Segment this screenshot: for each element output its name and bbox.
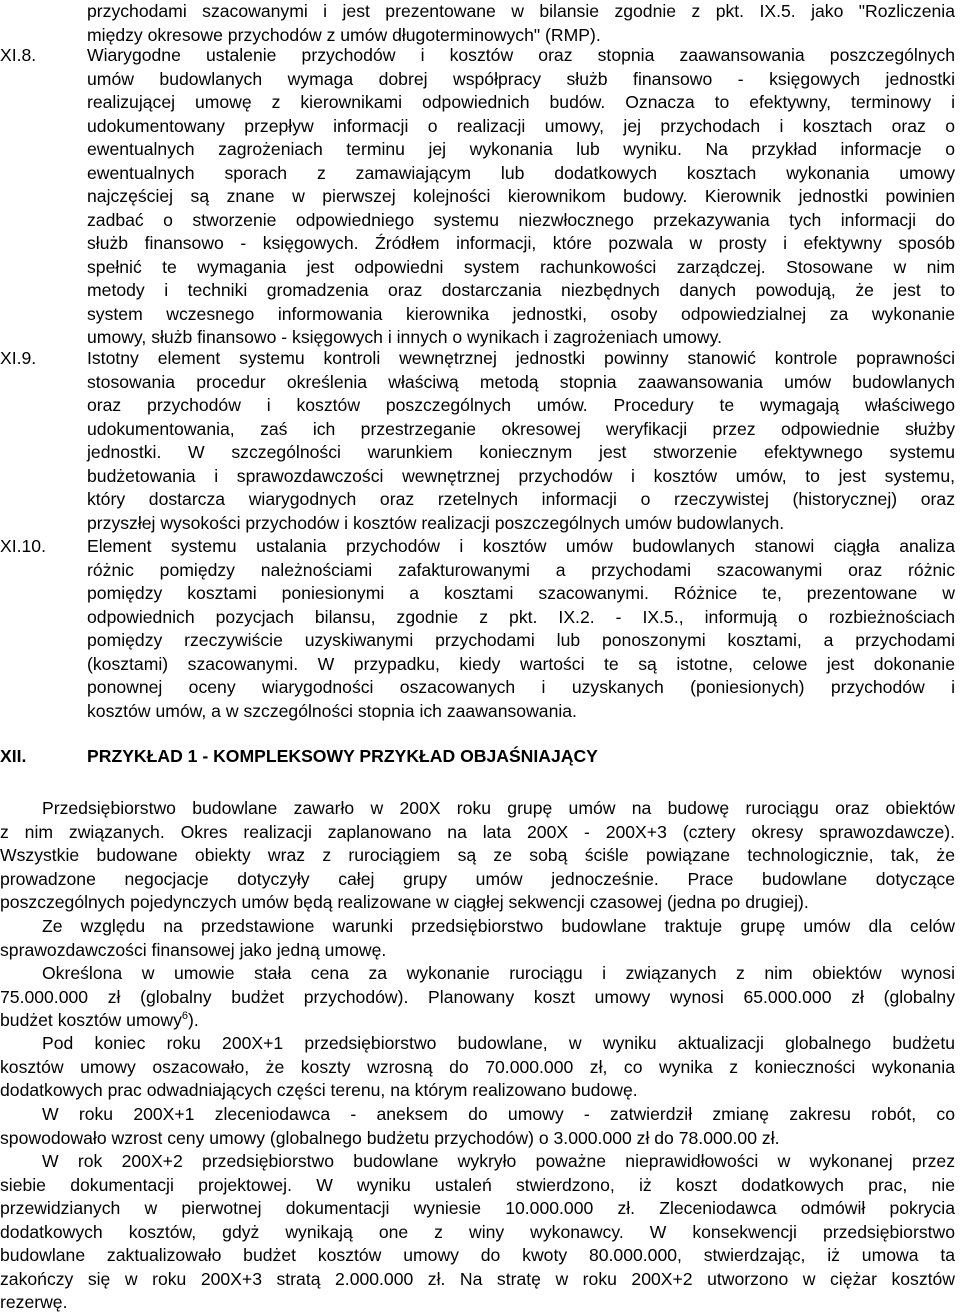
section-text-line: różnic pomiędzy należnościami zafakturowanymi a przychodami szacowanymi oraz różnic: [87, 559, 955, 580]
section-text-line: Element systemu ustalania przychodów i kosztów umów budowlanych stanowi ciągła analiza: [87, 536, 955, 556]
paragraph-line: rezerwę.: [0, 1292, 68, 1312]
paragraph-line: dodatkowych prac odwadniających części terenu, na którym realizowano budowę.: [0, 1080, 638, 1100]
paragraph-line: przewidzianych w pierwotnej dokumentacji wyniesie 10.000.000 zł. Zleceniodawca odmówił pokrycia: [0, 1198, 955, 1218]
section-text-line: Istotny element systemu kontroli wewnętrznej jednostki powinny stanowić kontrole poprawności: [87, 348, 955, 368]
paragraph-line: budowlane zaktualizowało budżet kosztów umowy do kwoty 80.000.000, stwierdzając, iż umowa ta: [0, 1245, 955, 1265]
paragraph-line: Określona w umowie stała cena za wykonanie rurociągu i związanych z nim obiektów wynosi: [42, 963, 955, 983]
paragraph-line: poszczególnych pojedynczych umów będą realizowane w ciągłej sekwencji czasowej (jedna po drugiej).: [0, 892, 809, 912]
section-text-line: odpowiednich pozycjach bilansu, zgodnie z pkt. IX.2. - IX.5., informują o rozbieżnościach: [87, 606, 955, 627]
section-text-line: jednostki. W szczególności warunkiem koniecznym jest stworzenie efektywnego systemu: [87, 442, 955, 462]
paragraph-line: Przedsiębiorstwo budowlane zawarło w 200X roku grupę umów na budowę rurociągu oraz obiektów: [42, 798, 955, 818]
paragraph-line: spowodowało wzrost ceny umowy (globalnego budżetu przychodów) o 3.000.000 zł do 78.000.00 zł.: [0, 1127, 780, 1148]
paragraph-line: zakończy się w roku 200X+3 stratą 2.000.000 zł. Na stratę w roku 200X+2 utworzono w ciężar kosztów: [0, 1268, 955, 1289]
section-text-line: stosowania procedur określenia właściwą metodą stopnia zaawansowania umów budowlanych: [87, 371, 955, 392]
section-text-line: ewentualnych zagrożeniach terminu jej wykonania lub wyniku. Na przykład informacje o: [87, 139, 955, 159]
section-text-line: (kosztami) szacowanymi. W przypadku, kiedy wartości te są istotne, celowe jest dokonanie: [87, 653, 955, 674]
section-text-line: spełnić te wymagania jest odpowiedni system rachunkowości zarządczej. Stosowane w nim: [87, 256, 955, 277]
paragraph-line: Ze względu na przedstawione warunki przedsiębiorstwo budowlane traktuje grupę umów dla celów: [42, 916, 955, 936]
section-text-line: przyszłej wysokości przychodów i kosztów realizacji poszczególnych umów budowlanych.: [87, 512, 785, 533]
section-text-line: umowy, służb finansowo - księgowych i innych o wynikach i zagrożeniach umowy.: [87, 327, 722, 347]
paragraph-line: Pod koniec roku 200X+1 przedsiębiorstwo budowlane, w wyniku aktualizacji globalnego budżetu: [42, 1033, 955, 1053]
section-text-line: pomiędzy kosztami poniesionymi a kosztami szacowanymi. Różnice te, prezentowane w: [87, 583, 955, 603]
section-number: XI.10.: [0, 536, 46, 556]
section-text-line: umów budowlanych wymaga dobrej współpracy służb finansowo - księgowych jednostki: [87, 68, 955, 89]
section-number: XI.8.: [0, 45, 37, 65]
paragraph-line: prowadzone negocjacje dotyczyły całej grupy umów jednocześnie. Prace budowlane dotyczące: [0, 868, 955, 889]
chapter-number: XII.: [0, 746, 27, 766]
section-text-line: najczęściej są znane w pierwszej kolejności kierownikom budowy. Kierownik jednostki powinien: [87, 186, 955, 206]
continuation-line: między okresowe przychodów z umów długoterminowych" (RMP).: [87, 24, 601, 45]
section-text-line: kosztów umów, a w szczególności stopnia ich zaawansowania.: [87, 700, 577, 721]
section-text-line: który dostarcza wiarygodnych oraz rzetelnych informacji o rzeczywistej (historycznej) oraz: [87, 489, 955, 509]
chapter-title: PRZYKŁAD 1 - KOMPLEKSOWY PRZYKŁAD OBJAŚNIAJĄCY: [87, 746, 598, 766]
section-text-line: metody i techniki gromadzenia oraz dostarczania niezbędnych danych powodują, że jest to: [87, 280, 955, 300]
paragraph-line: dodatkowych kosztów, gdyż wynikają one z winy wykonawcy. W konsekwencji przedsiębiorstwo: [0, 1221, 955, 1242]
section-text-line: pomiędzy rzeczywiście uzyskiwanymi przychodami lub ponoszonymi kosztami, a przychodami: [87, 630, 955, 650]
paragraph-line: z nim związanych. Okres realizacji zaplanowano na lata 200X - 200X+3 (cztery okresy sprawozdawcze).: [0, 821, 955, 842]
section-text-line: udokumentowania, zaś ich przestrzeganie okresowej weryfikacji przez odpowiednie służby: [87, 418, 955, 439]
section-text-line: realizującej umowę z kierownikami odpowiednich budów. Oznacza to efektywny, terminowy i: [87, 92, 955, 112]
section-text-line: zadbać o stworzenie odpowiedniego systemu niezwłocznego przekazywania tych informacji do: [87, 209, 955, 230]
section-text-line: ponownej oceny wiarygodności oszacowanych i uzyskanych (poniesionych) przychodów i: [87, 677, 955, 697]
section-text-line: Wiarygodne ustalenie przychodów i kosztów oraz stopnia zaawansowania poszczególnych: [87, 45, 955, 65]
section-text-line: oraz przychodów i kosztów poszczególnych umów. Procedury te wymagają właściwego: [87, 395, 955, 415]
paragraph-line: sprawozdawczości finansowej jako jedną umowę.: [0, 939, 387, 960]
section-text-line: budżetowania i sprawozdawczości wewnętrznej przychodów i kosztów umów, to jest systemu,: [87, 465, 955, 486]
section-text-line: system wczesnego informowania kierownika jednostki, osoby odpowiedzialnej za wykonanie: [87, 303, 955, 324]
paragraph-line: kosztów umowy oszacowało, że koszty wzrosną do 70.000.000 zł, co wynika z konieczności wykonania: [0, 1056, 955, 1077]
section-text-line: ewentualnych sporach z zamawiającym lub dodatkowych kosztach wykonania umowy: [87, 162, 955, 183]
paragraph-line: siebie dokumentacji projektowej. W wyniku ustaleń stwierdzono, iż koszt dodatkowych prac, nie: [0, 1174, 955, 1195]
paragraph-line: W rok 200X+2 przedsiębiorstwo budowlane wykryło poważne nieprawidłowości w wykonanej przez: [42, 1151, 955, 1171]
paragraph-text: ).: [188, 1010, 199, 1030]
paragraph-line: 75.000.000 zł (globalny budżet przychodów). Planowany koszt umowy wynosi 65.000.000 zł (globalny: [0, 986, 955, 1007]
paragraph-line: W roku 200X+1 zleceniodawca - aneksem do umowy - zatwierdził zmianę zakresu robót, co: [42, 1104, 955, 1124]
paragraph-text: budżet kosztów umowy: [0, 1010, 182, 1030]
continuation-line: przychodami szacowanymi i jest prezentowane w bilansie zgodnie z pkt. IX.5. jako "Rozliczenia: [87, 1, 955, 21]
section-text-line: służb finansowo - księgowych. Źródłem informacji, które pozwala w prosty i efektywny sposób: [87, 233, 955, 253]
paragraph-line: Wszystkie budowane obiekty wraz z rurociągiem są ze sobą ściśle powiązane technologicznie, tak, że: [0, 845, 955, 865]
footnote-marker: 6: [181, 1010, 189, 1022]
section-text-line: udokumentowany przepływ informacji o realizacji umowy, jej przychodach i kosztach oraz o: [87, 115, 955, 136]
section-number: XI.9.: [0, 348, 37, 368]
paragraph-line-with-footnote: [0, 1009, 199, 1033]
